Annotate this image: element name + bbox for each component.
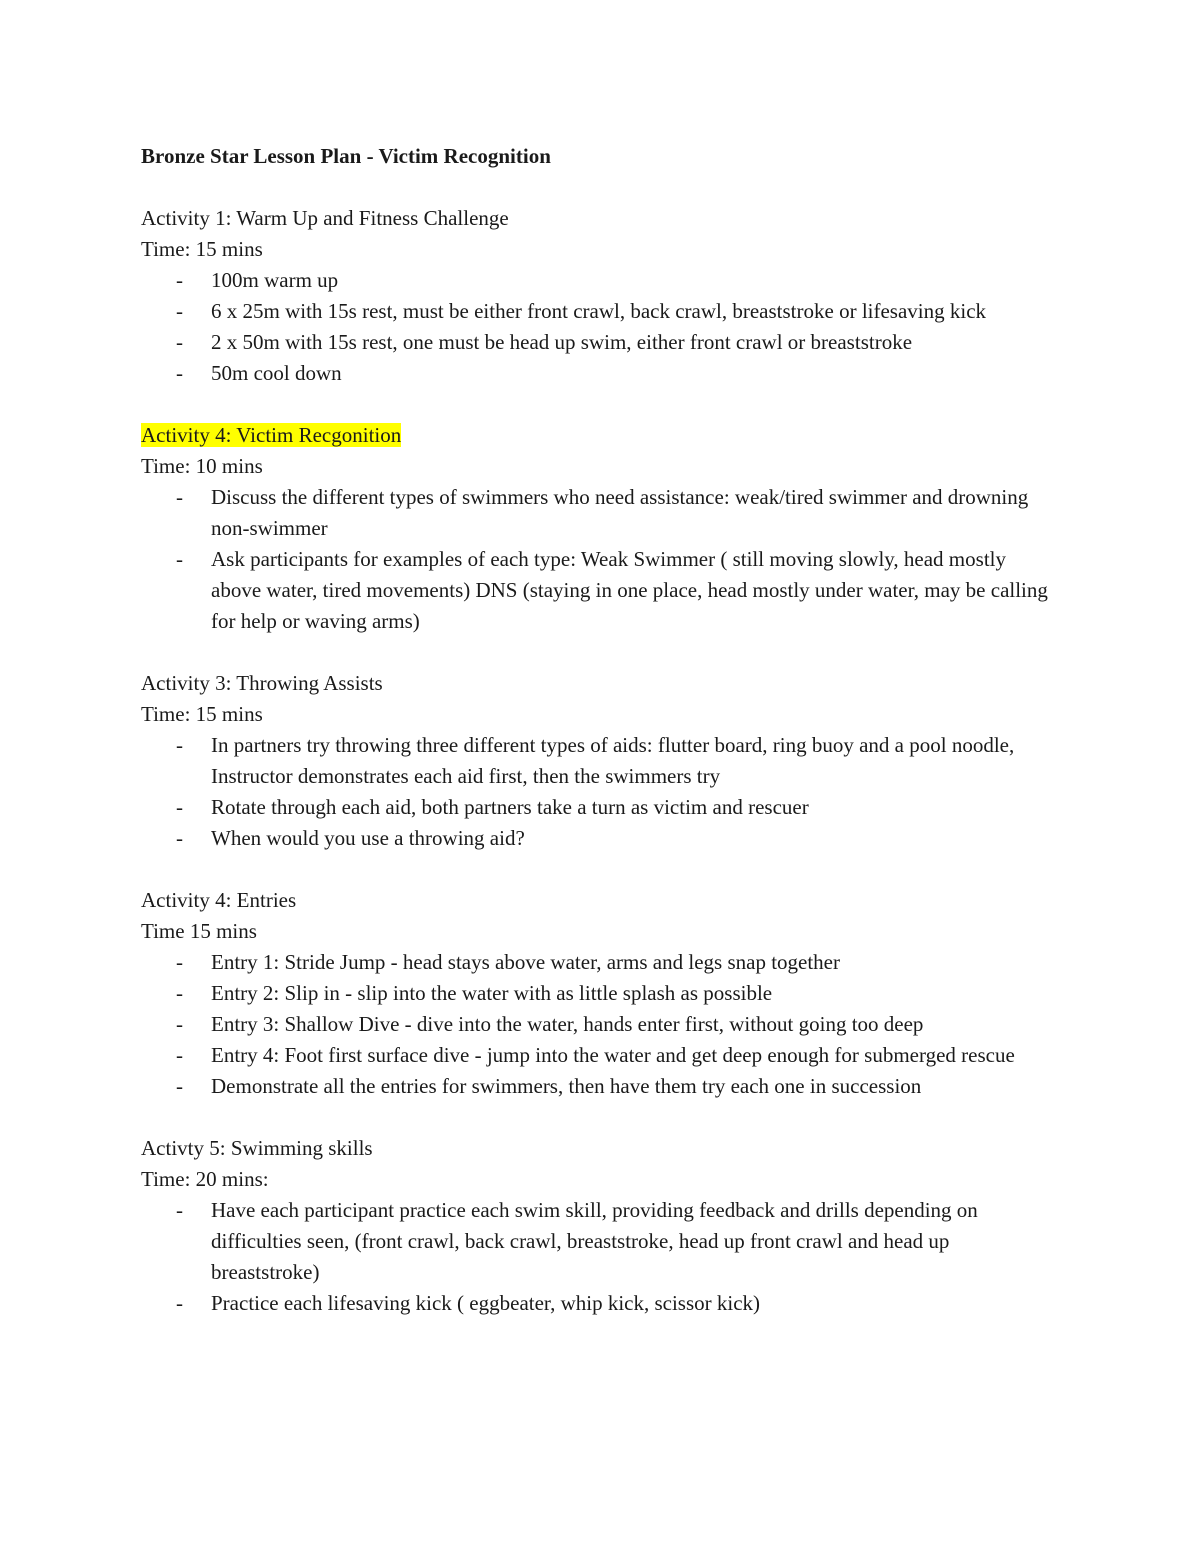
list-item-text: Entry 3: Shallow Dive - dive into the water, hands enter first, without going too deep [211, 1012, 924, 1036]
list-item-text: 100m warm up [211, 268, 339, 292]
dash-bullet-marker: - [176, 547, 183, 571]
activity-bullet-list [141, 482, 1061, 637]
activity-heading [141, 203, 1061, 234]
dash-bullet-marker: - [176, 361, 183, 385]
activity-heading-text: Activity 1: Warm Up and Fitness Challenge [141, 206, 509, 230]
activity-bullet-list [141, 1195, 1061, 1319]
dash-bullet-marker: - [176, 1291, 183, 1315]
activity-section [141, 420, 1061, 637]
list-item [141, 978, 1061, 1009]
dash-bullet-marker: - [176, 795, 183, 819]
list-item-text: Practice each lifesaving kick ( eggbeater, whip kick, scissor kick) [211, 1291, 761, 1315]
list-item-text: 6 x 25m with 15s rest, must be either front crawl, back crawl, breaststroke or lifesaving kick [211, 299, 987, 323]
list-item [141, 1195, 1061, 1288]
dash-bullet-marker: - [176, 733, 183, 757]
list-item-text: Rotate through each aid, both partners take a turn as victim and rescuer [211, 795, 809, 819]
activity-time: Time: 10 mins [141, 454, 263, 478]
list-item-text: Ask participants for examples of each type: Weak Swimmer ( still moving slowly, head mostly above water, tired movements) DNS (staying in one place, head mostly under water, may be calling for help or waving arms) [211, 547, 1048, 633]
activity-heading [141, 885, 1061, 916]
activity-section [141, 1133, 1061, 1319]
list-item [141, 730, 1061, 792]
list-item [141, 1040, 1061, 1071]
activity-heading [141, 1133, 1061, 1164]
activity-bullet-list [141, 265, 1061, 389]
list-item-text: Entry 2: Slip in - slip into the water with as little splash as possible [211, 981, 773, 1005]
list-item-text: Have each participant practice each swim skill, providing feedback and drills depending on difficulties seen, (front crawl, back crawl, breaststroke, head up front crawl and head up breaststroke) [211, 1198, 978, 1284]
dash-bullet-marker: - [176, 950, 183, 974]
list-item [141, 792, 1061, 823]
dash-bullet-marker: - [176, 268, 183, 292]
activity-bullet-list [141, 730, 1061, 854]
activity-bullet-list [141, 947, 1061, 1102]
activity-time: Time: 20 mins: [141, 1167, 269, 1191]
list-item [141, 1071, 1061, 1102]
list-item [141, 296, 1061, 327]
list-item [141, 482, 1061, 544]
dash-bullet-marker: - [176, 485, 183, 509]
dash-bullet-marker: - [176, 1043, 183, 1067]
list-item-text: 50m cool down [211, 361, 342, 385]
list-item [141, 544, 1061, 637]
list-item-text: When would you use a throwing aid? [211, 826, 525, 850]
document-body [141, 141, 1061, 1350]
list-item-text: In partners try throwing three different types of aids: flutter board, ring buoy and a pool noodle, Instructor demonstrates each aid first, then the swimmers try [211, 733, 1015, 788]
activity-heading [141, 420, 1061, 451]
activity-heading-text-highlighted: Activity 4: Victim Recgonition [141, 423, 402, 447]
list-item [141, 327, 1061, 358]
dash-bullet-marker: - [176, 981, 183, 1005]
dash-bullet-marker: - [176, 1074, 183, 1098]
activity-heading-text: Activty 5: Swimming skills [141, 1136, 373, 1160]
list-item [141, 947, 1061, 978]
activity-heading-text: Activity 4: Entries [141, 888, 297, 912]
activity-section [141, 668, 1061, 854]
list-item [141, 265, 1061, 296]
activity-section [141, 885, 1061, 1102]
dash-bullet-marker: - [176, 1198, 183, 1222]
list-item-text: Demonstrate all the entries for swimmers, then have them try each one in succession [211, 1074, 922, 1098]
activity-time: Time: 15 mins [141, 702, 263, 726]
list-item [141, 823, 1061, 854]
list-item-text: Entry 1: Stride Jump - head stays above water, arms and legs snap together [211, 950, 840, 974]
activity-heading [141, 668, 1061, 699]
list-item [141, 358, 1061, 389]
list-item-text: 2 x 50m with 15s rest, one must be head up swim, either front crawl or breaststroke [211, 330, 913, 354]
dash-bullet-marker: - [176, 1012, 183, 1036]
dash-bullet-marker: - [176, 299, 183, 323]
document-title: Bronze Star Lesson Plan - Victim Recognition [141, 144, 551, 168]
dash-bullet-marker: - [176, 826, 183, 850]
dash-bullet-marker: - [176, 330, 183, 354]
activity-time: Time: 15 mins [141, 237, 263, 261]
list-item [141, 1009, 1061, 1040]
activity-time: Time 15 mins [141, 919, 257, 943]
list-item-text: Discuss the different types of swimmers who need assistance: weak/tired swimmer and drowning non-swimmer [211, 485, 1029, 540]
list-item [141, 1288, 1061, 1319]
list-item-text: Entry 4: Foot first surface dive - jump into the water and get deep enough for submerged rescue [211, 1043, 1015, 1067]
activity-heading-text: Activity 3: Throwing Assists [141, 671, 383, 695]
activity-section [141, 203, 1061, 389]
